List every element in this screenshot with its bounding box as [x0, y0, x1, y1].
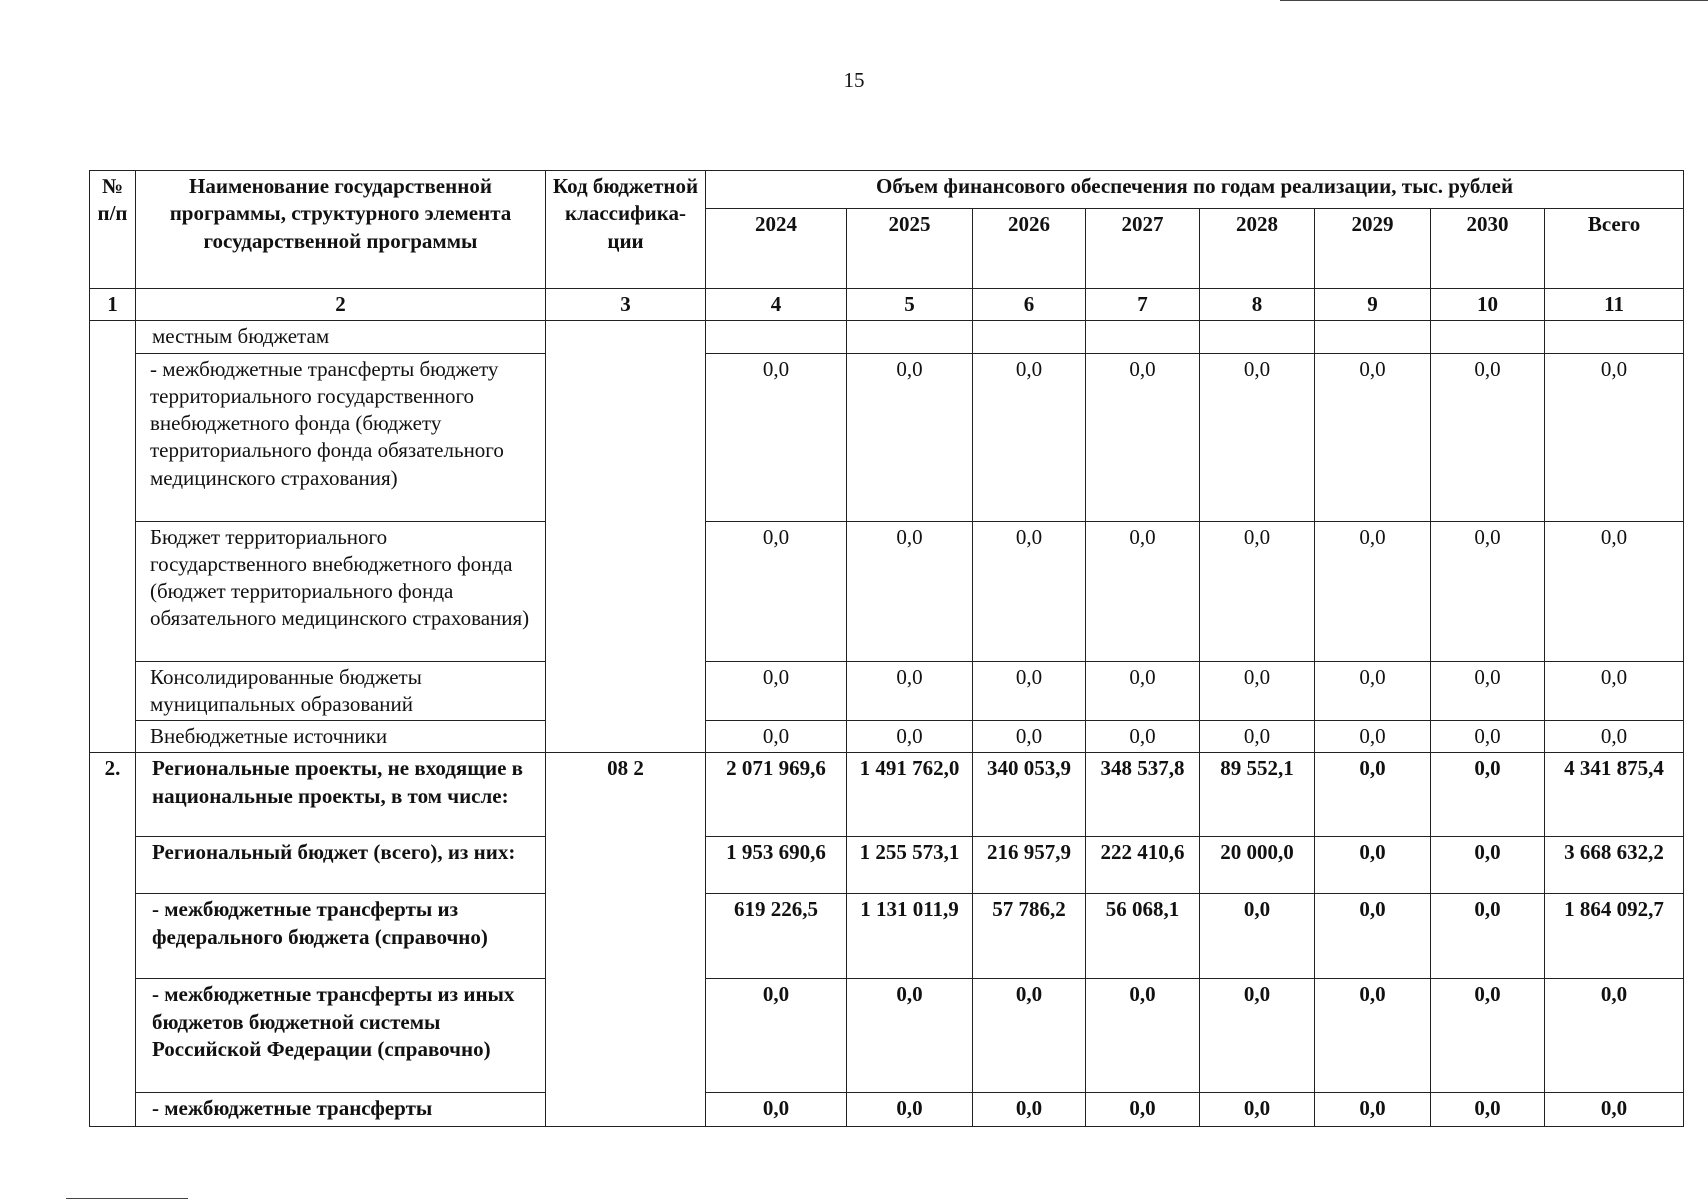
- column-number: 8: [1200, 289, 1315, 321]
- financing-table: [89, 170, 1684, 1127]
- column-number: 10: [1431, 289, 1545, 321]
- table-row: [90, 837, 1684, 894]
- header-volume: Объем финансового обеспечения по годам реализации, тыс. рублей: [706, 171, 1684, 209]
- value-cell: 0,0: [1431, 721, 1545, 753]
- row-name: Региональные проекты, не входящие в национальные проекты, в том числе:: [136, 753, 546, 837]
- value-cell: 1 131 011,9: [847, 894, 973, 979]
- value-cell: 0,0: [973, 661, 1086, 721]
- row-name: - межбюджетные трансферты из федерального бюджета (справочно): [136, 894, 546, 979]
- value-cell: 0,0: [1315, 1093, 1431, 1127]
- header-year: 2024: [706, 209, 847, 289]
- value-cell: 0,0: [706, 979, 847, 1093]
- column-number: 5: [847, 289, 973, 321]
- value-cell: 0,0: [1200, 894, 1315, 979]
- scan-edge-line: [1280, 0, 1708, 1]
- value-cell: 3 668 632,2: [1545, 837, 1684, 894]
- value-cell: 0,0: [1315, 894, 1431, 979]
- row-number: [90, 321, 136, 753]
- row-name: Бюджет территориального государственного внебюджетного фонда (бюджет территориального фонда обязательного медицинского страхования): [136, 521, 546, 661]
- row-name: Региональный бюджет (всего), из них:: [136, 837, 546, 894]
- footnote-divider: [66, 1198, 188, 1199]
- value-cell: 0,0: [1315, 979, 1431, 1093]
- row-name: - межбюджетные трансферты: [136, 1093, 546, 1127]
- value-cell: 1 255 573,1: [847, 837, 973, 894]
- value-cell: 0,0: [1315, 837, 1431, 894]
- row-name: Внебюджетные источники: [136, 721, 546, 753]
- value-cell: 0,0: [1431, 979, 1545, 1093]
- value-cell: 348 537,8: [1086, 753, 1200, 837]
- value-cell: 0,0: [706, 353, 847, 521]
- value-cell: 0,0: [1315, 353, 1431, 521]
- value-cell: 0,0: [1200, 1093, 1315, 1127]
- header-year: 2029: [1315, 209, 1431, 289]
- value-cell: 0,0: [1200, 721, 1315, 753]
- value-cell: 0,0: [1315, 721, 1431, 753]
- header-year: 2030: [1431, 209, 1545, 289]
- value-cell: [1315, 321, 1431, 353]
- value-cell: 0,0: [1545, 721, 1684, 753]
- header-year: 2025: [847, 209, 973, 289]
- column-number: 6: [973, 289, 1086, 321]
- value-cell: 0,0: [706, 661, 847, 721]
- table-row: [90, 353, 1684, 521]
- value-cell: 0,0: [1315, 753, 1431, 837]
- table-row: [90, 321, 1684, 353]
- value-cell: 0,0: [847, 661, 973, 721]
- value-cell: [973, 321, 1086, 353]
- column-number: 1: [90, 289, 136, 321]
- column-number: 11: [1545, 289, 1684, 321]
- value-cell: 2 071 969,6: [706, 753, 847, 837]
- value-cell: 0,0: [1086, 979, 1200, 1093]
- value-cell: 4 341 875,4: [1545, 753, 1684, 837]
- value-cell: 0,0: [973, 1093, 1086, 1127]
- value-cell: 216 957,9: [973, 837, 1086, 894]
- row-name: - межбюджетные трансферты из иных бюджетов бюджетной системы Российской Федерации (справочно): [136, 979, 546, 1093]
- value-cell: 0,0: [847, 353, 973, 521]
- value-cell: 0,0: [1200, 661, 1315, 721]
- page-number: 15: [843, 68, 865, 92]
- value-cell: 1 953 690,6: [706, 837, 847, 894]
- value-cell: 619 226,5: [706, 894, 847, 979]
- value-cell: 0,0: [1545, 661, 1684, 721]
- value-cell: [1200, 321, 1315, 353]
- table-row: [90, 721, 1684, 753]
- value-cell: 57 786,2: [973, 894, 1086, 979]
- header-col-code: Код бюджетной классифика- ции: [546, 171, 706, 289]
- value-cell: 0,0: [1431, 353, 1545, 521]
- value-cell: 0,0: [1200, 353, 1315, 521]
- value-cell: 0,0: [1086, 521, 1200, 661]
- value-cell: 0,0: [1545, 979, 1684, 1093]
- value-cell: 0,0: [1200, 979, 1315, 1093]
- header-col-name: Наименование государственной программы, структурного элемента государственной программы: [136, 171, 546, 289]
- value-cell: 0,0: [847, 521, 973, 661]
- value-cell: 0,0: [1315, 661, 1431, 721]
- value-cell: 0,0: [1086, 721, 1200, 753]
- value-cell: 0,0: [1315, 521, 1431, 661]
- budget-code: [546, 321, 706, 753]
- column-number: 3: [546, 289, 706, 321]
- value-cell: [847, 321, 973, 353]
- value-cell: 222 410,6: [1086, 837, 1200, 894]
- value-cell: 0,0: [1545, 521, 1684, 661]
- value-cell: 0,0: [1086, 1093, 1200, 1127]
- row-name: - межбюджетные трансферты бюджету территориального государственного внебюджетного фонда (бюджету территориального фонда обязательного медицинского страхования): [136, 353, 546, 521]
- column-numbers-row: [90, 289, 1684, 321]
- header-total: Всего: [1545, 209, 1684, 289]
- value-cell: 340 053,9: [973, 753, 1086, 837]
- value-cell: 0,0: [706, 721, 847, 753]
- header-year: 2027: [1086, 209, 1200, 289]
- value-cell: [706, 321, 847, 353]
- value-cell: 0,0: [1431, 894, 1545, 979]
- row-name: Консолидированные бюджеты муниципальных образований: [136, 661, 546, 721]
- value-cell: 0,0: [706, 1093, 847, 1127]
- value-cell: 1 864 092,7: [1545, 894, 1684, 979]
- table-row: [90, 661, 1684, 721]
- value-cell: 89 552,1: [1200, 753, 1315, 837]
- table-row: [90, 1093, 1684, 1127]
- value-cell: 0,0: [973, 979, 1086, 1093]
- value-cell: 0,0: [1431, 1093, 1545, 1127]
- table-row: [90, 979, 1684, 1093]
- table-row: [90, 521, 1684, 661]
- value-cell: 0,0: [1431, 837, 1545, 894]
- value-cell: [1545, 321, 1684, 353]
- value-cell: 0,0: [847, 979, 973, 1093]
- header-col-no: № п/п: [90, 171, 136, 289]
- value-cell: 0,0: [1431, 521, 1545, 661]
- value-cell: 0,0: [1431, 753, 1545, 837]
- header-year: 2028: [1200, 209, 1315, 289]
- value-cell: 0,0: [973, 721, 1086, 753]
- value-cell: 0,0: [1545, 353, 1684, 521]
- value-cell: 0,0: [706, 521, 847, 661]
- value-cell: 0,0: [1431, 661, 1545, 721]
- header-year: 2026: [973, 209, 1086, 289]
- budget-code: 08 2: [546, 753, 706, 1127]
- row-name: местным бюджетам: [136, 321, 546, 353]
- value-cell: 0,0: [847, 721, 973, 753]
- column-number: 4: [706, 289, 847, 321]
- value-cell: 0,0: [1200, 521, 1315, 661]
- table-row: [90, 894, 1684, 979]
- value-cell: 0,0: [1086, 661, 1200, 721]
- value-cell: 20 000,0: [1200, 837, 1315, 894]
- value-cell: 1 491 762,0: [847, 753, 973, 837]
- value-cell: 0,0: [847, 1093, 973, 1127]
- value-cell: 56 068,1: [1086, 894, 1200, 979]
- row-number: 2.: [90, 753, 136, 1127]
- column-number: 9: [1315, 289, 1431, 321]
- value-cell: [1431, 321, 1545, 353]
- table-row: [90, 753, 1684, 837]
- value-cell: 0,0: [973, 521, 1086, 661]
- value-cell: 0,0: [1086, 353, 1200, 521]
- value-cell: 0,0: [973, 353, 1086, 521]
- column-number: 2: [136, 289, 546, 321]
- value-cell: [1086, 321, 1200, 353]
- value-cell: 0,0: [1545, 1093, 1684, 1127]
- column-number: 7: [1086, 289, 1200, 321]
